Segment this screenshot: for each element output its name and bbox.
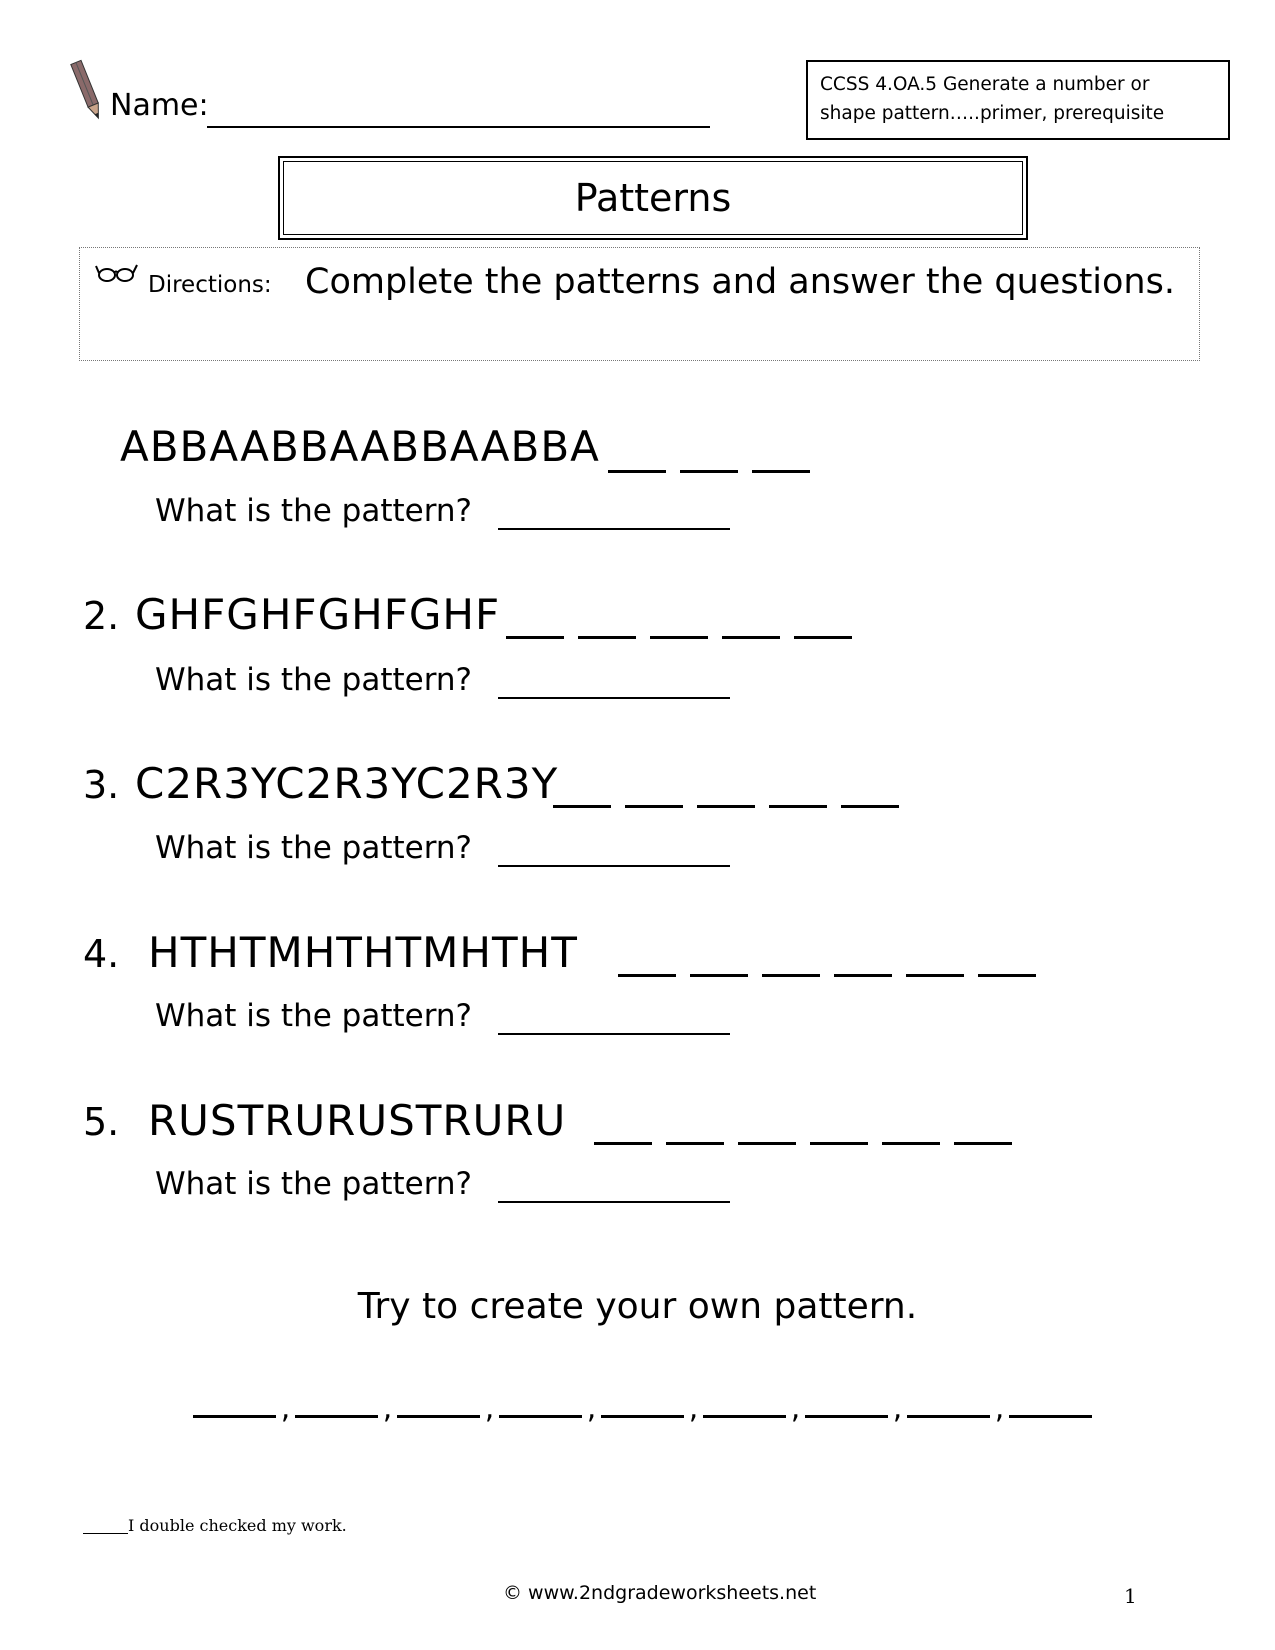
question-3-prompt: What is the pattern? (155, 830, 473, 866)
blank[interactable] (752, 470, 810, 473)
blank[interactable] (193, 1415, 276, 1418)
blank[interactable] (594, 1142, 652, 1145)
blank[interactable] (882, 1142, 940, 1145)
question-3-number: 3. (83, 763, 120, 807)
comma-separator: , (688, 1391, 699, 1426)
blank[interactable] (666, 1142, 724, 1145)
blank[interactable] (650, 636, 708, 639)
blank[interactable] (907, 1415, 990, 1418)
standard-line-1: CCSS 4.OA.5 Generate a number or (820, 74, 1150, 95)
blank[interactable] (769, 805, 827, 808)
question-3-blanks[interactable] (553, 805, 899, 808)
question-3-answer-line[interactable] (498, 865, 730, 867)
question-5-prompt: What is the pattern? (155, 1166, 473, 1202)
name-label: Name: (110, 88, 209, 123)
blank[interactable] (841, 805, 899, 808)
blank[interactable] (295, 1415, 378, 1418)
blank[interactable] (738, 1142, 796, 1145)
blank[interactable] (703, 1415, 786, 1418)
blank[interactable] (690, 974, 748, 977)
question-2-blanks[interactable] (506, 636, 852, 639)
footer-url: © www.2ndgradeworksheets.net (503, 1582, 817, 1604)
question-5-blanks[interactable] (594, 1142, 1012, 1145)
title-box (278, 156, 1028, 240)
blank[interactable] (680, 470, 738, 473)
comma-separator: , (382, 1391, 393, 1426)
comma-separator: , (994, 1391, 1005, 1426)
standard-line-2: shape pattern…..primer, prerequisite (820, 103, 1165, 124)
blank[interactable] (810, 1142, 868, 1145)
comma-separator: , (484, 1391, 495, 1426)
blank[interactable] (794, 636, 852, 639)
blank[interactable] (578, 636, 636, 639)
comma-separator: , (790, 1391, 801, 1426)
question-2-answer-line[interactable] (498, 697, 730, 699)
page-number: 1 (1124, 1584, 1137, 1608)
blank[interactable] (906, 974, 964, 977)
question-3-sequence: C2R3YC2R3YC2R3Y (135, 759, 559, 808)
directions-text: Complete the patterns and answer the questions. (305, 262, 1175, 302)
blank[interactable] (397, 1415, 480, 1418)
comma-separator: , (280, 1391, 291, 1426)
blank[interactable] (499, 1415, 582, 1418)
question-1-prompt: What is the pattern? (155, 493, 473, 529)
own-pattern-prompt: Try to create your own pattern. (357, 1286, 918, 1327)
standard-box (806, 60, 1230, 140)
page-title: Patterns (283, 161, 1023, 235)
blank[interactable] (625, 805, 683, 808)
blank[interactable] (697, 805, 755, 808)
blank[interactable] (834, 974, 892, 977)
question-4-number: 4. (83, 932, 120, 976)
question-1-answer-line[interactable] (498, 528, 730, 530)
check-blank[interactable] (83, 1533, 128, 1534)
question-4-prompt: What is the pattern? (155, 998, 473, 1034)
blank[interactable] (1009, 1415, 1092, 1418)
question-4-blanks[interactable] (618, 974, 1036, 977)
check-text: I double checked my work. (128, 1516, 347, 1535)
question-1-sequence: ABBAABBAABBAABBA (120, 422, 600, 471)
glasses-icon (95, 262, 139, 284)
question-4-answer-line[interactable] (498, 1033, 730, 1035)
question-2-sequence: GHFGHFGHFGHF (135, 590, 501, 639)
blank[interactable] (978, 974, 1036, 977)
question-1-blanks[interactable] (608, 470, 810, 473)
comma-separator: , (892, 1391, 903, 1426)
blank[interactable] (506, 636, 564, 639)
blank[interactable] (618, 974, 676, 977)
blank[interactable] (722, 636, 780, 639)
question-5-number: 5. (83, 1100, 120, 1144)
question-5-answer-line[interactable] (498, 1201, 730, 1203)
blank[interactable] (601, 1415, 684, 1418)
question-4-sequence: HTHTMHTHTMHTHT (148, 928, 578, 977)
name-input-line[interactable] (207, 126, 710, 128)
blank[interactable] (762, 974, 820, 977)
blank[interactable] (954, 1142, 1012, 1145)
blank[interactable] (553, 805, 611, 808)
question-2-prompt: What is the pattern? (155, 662, 473, 698)
pencil-icon (68, 58, 108, 124)
question-5-sequence: RUSTRURUSTRURU (148, 1096, 567, 1145)
blank[interactable] (608, 470, 666, 473)
blank[interactable] (805, 1415, 888, 1418)
directions-label: Directions: (148, 272, 272, 298)
comma-separator: , (586, 1391, 597, 1426)
own-pattern-blanks[interactable] (193, 1391, 1092, 1426)
question-2-number: 2. (83, 594, 120, 638)
